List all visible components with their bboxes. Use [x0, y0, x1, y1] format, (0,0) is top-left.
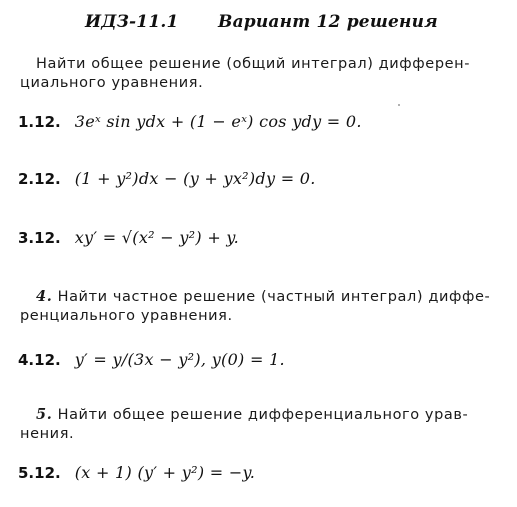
problem-equation: y′ = y/(3x − y²), y(0) = 1. [74, 350, 285, 369]
section-1-intro-line-2: циального уравнения. [20, 75, 204, 91]
section-4-intro-line-2: ренциального уравнения. [20, 308, 233, 324]
problem-2-12 [18, 169, 316, 188]
problem-equation: (x + 1) (y′ + y²) = −y. [74, 463, 256, 482]
problem-4-12 [18, 350, 285, 369]
problem-number: 3.12. [18, 229, 61, 247]
problem-equation: (1 + y²)dx − (y + yx²)dy = 0. [74, 169, 316, 188]
problem-1-12 [18, 112, 362, 131]
scan-speck [398, 104, 400, 106]
page-header [0, 12, 517, 40]
section-5-intro-line-2: нения. [20, 426, 75, 442]
section-1-intro [20, 55, 506, 93]
problem-5-12 [18, 463, 255, 482]
section-4-intro-line-1: Найти частное решение (частный интеграл) диффе- [57, 289, 491, 305]
section-5-intro [20, 405, 506, 444]
assignment-title: ИДЗ-11.1 [85, 12, 179, 32]
variant-label: Вариант 12 решения [218, 12, 438, 32]
section-4-intro [20, 287, 506, 326]
problem-number: 1.12. [18, 113, 61, 131]
problem-3-12 [18, 228, 239, 247]
problem-number: 5.12. [18, 464, 61, 482]
problem-number: 4.12. [18, 351, 61, 369]
problem-number: 2.12. [18, 170, 61, 188]
section-5-intro-line-1: Найти общее решение дифференциального урав- [57, 407, 469, 423]
problem-equation: xy′ = √(x² − y²) + y. [74, 228, 240, 247]
section-5-number: 5. [36, 406, 53, 423]
problem-equation: 3eˣ sin ydx + (1 − eˣ) cos ydy = 0. [74, 112, 362, 131]
section-1-intro-line-1: Найти общее решение (общий интеграл) дифферен- [36, 56, 471, 72]
section-4-number: 4. [36, 288, 53, 305]
